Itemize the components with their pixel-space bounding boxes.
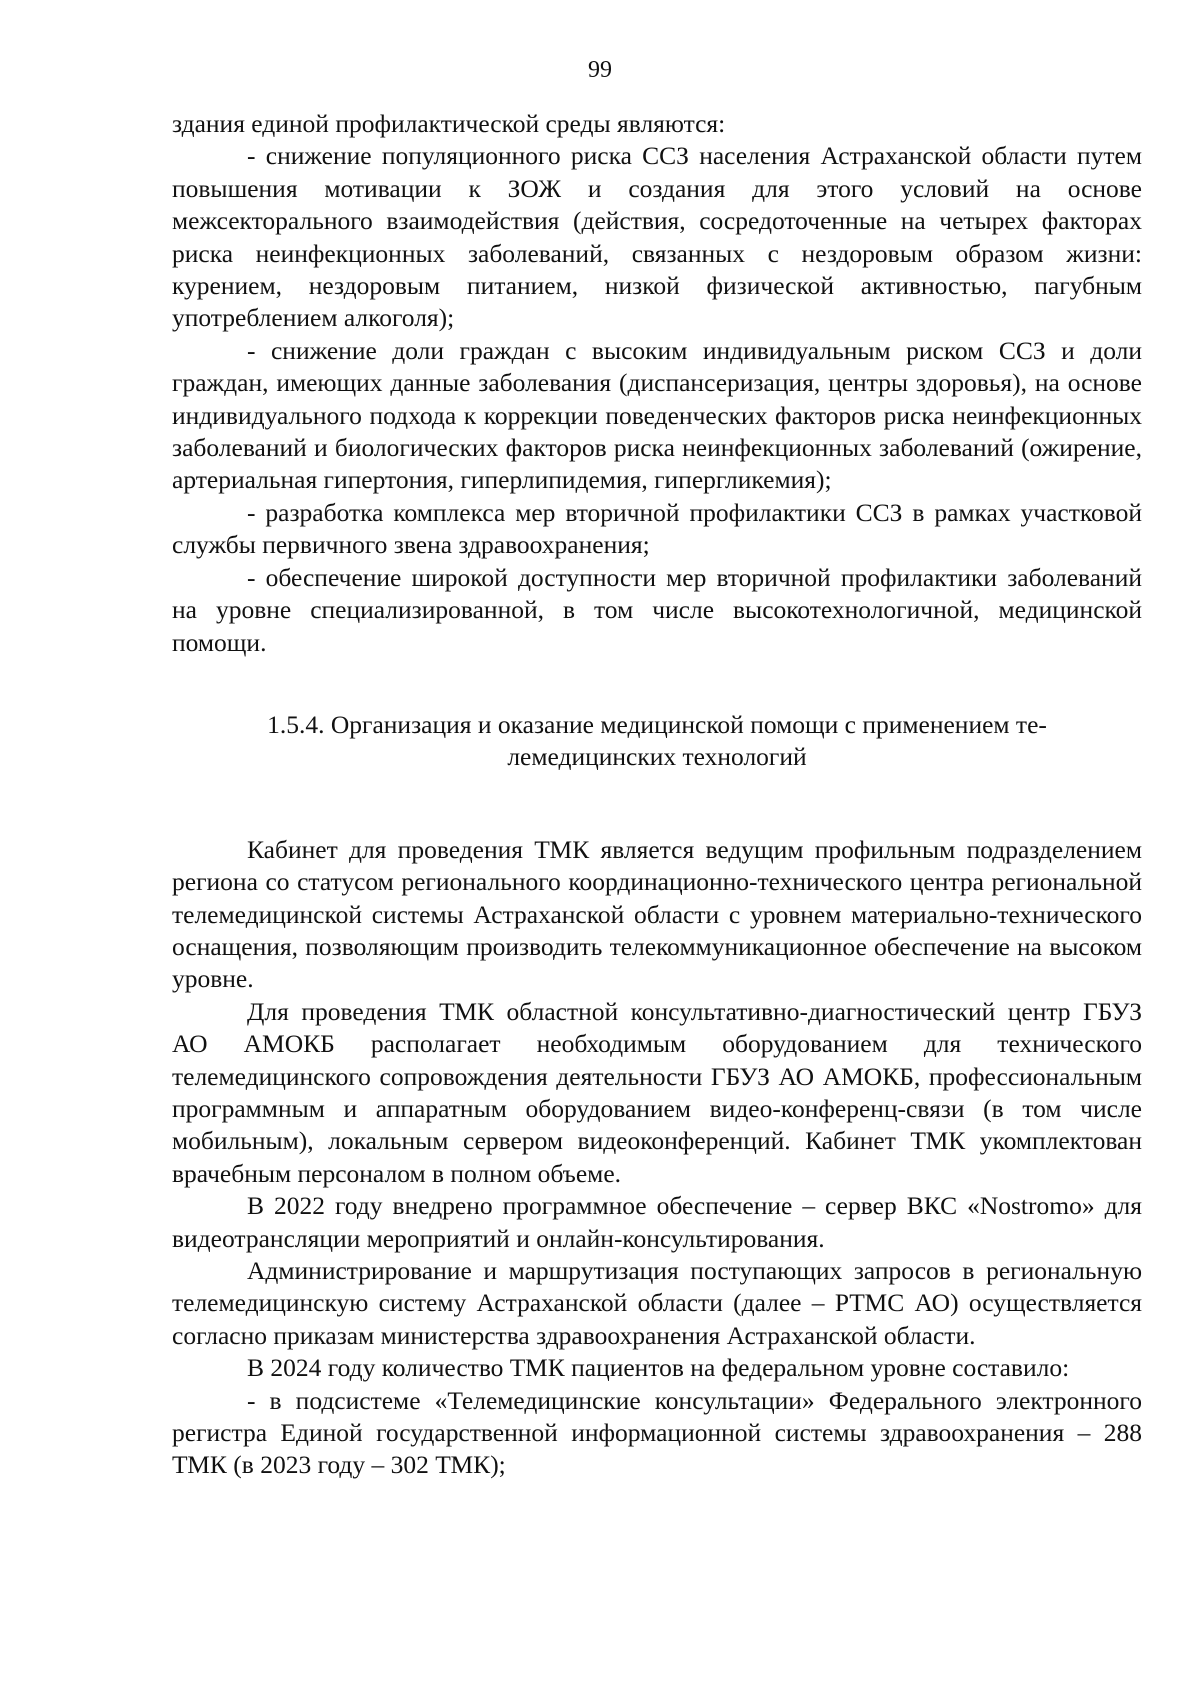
page-number: 99 <box>588 57 612 83</box>
page-body <box>172 108 1142 1482</box>
list-item-population-risk: - снижение популяционного риска ССЗ населения Астраханской области путем повышения мотивации к ЗОЖ и создания для этого условий на основе межсекторального взаимодействия (действия, сосредоточенные на четырех факторах риска неинфекционных заболеваний, связанных с нездоровым образом жизни: курением, нездоровым питанием, низкой физической активностью, пагубным употреблением алкоголя); <box>172 141 1142 333</box>
paragraph-software: В 2022 году внедрено программное обеспечение – сервер ВКС «Nostromo» для видеотрансляции мероприятий и онлайн-консультирования. <box>172 1191 1142 1253</box>
list-item-accessibility: - обеспечение широкой доступности мер вторичной профилактики заболеваний на уровне специализированной, в том числе высокотехнологичной, медицинской помощи. <box>172 562 1142 657</box>
section-heading-line-2: лемедицинских технологий <box>507 742 807 772</box>
section-heading <box>172 709 1142 774</box>
paragraph-equipment: Для проведения ТМК областной консультативно-диагностический центр ГБУЗ АО АМОКБ располагает необходимым оборудованием для технического телемедицинского сопровождения деятельности ГБУЗ АО АМОКБ, профессиональным программным и аппаратным оборудованием видео-конференц-связи (в том числе мобильным), локальным сервером видеоконференций. Кабинет ТМК укомплектован врачебным персоналом в полном объеме. <box>172 996 1142 1188</box>
paragraph-administration: Администрирование и маршрутизация поступающих запросов в региональную телемедицинскую систему Астраханской области (далее – РТМС АО) осуществляется согласно приказам министерства здравоохранения Астраханской области. <box>172 1256 1142 1350</box>
list-item-individual-risk: - снижение доли граждан с высоким индивидуальным риском ССЗ и доли граждан, имеющих данные заболевания (диспансеризация, центры здоровья), на основе индивидуального подхода к коррекции поведенческих факторов риска неинфекционных заболеваний и биологических факторов риска неинфекционных заболеваний (ожирение, артериальная гипертония, гиперлипидемия, гипергликемия); <box>172 335 1142 495</box>
list-item-subsystem: - в подсистеме «Телемедицинские консультации» Федерального электронного регистра Единой государственной информационной системы здравоохранения – 288 ТМК (в 2023 году – 302 ТМК); <box>172 1385 1142 1480</box>
section-heading-line-1: 1.5.4. Организация и оказание медицинской помощи с применением те- <box>267 709 1047 739</box>
paragraph-intro: здания единой профилактической среды являются: <box>172 109 726 138</box>
paragraph-tmk-count: В 2024 году количество ТМК пациентов на федеральном уровне составило: <box>247 1353 1070 1383</box>
paragraph-tmk-cabinet: Кабинет для проведения ТМК является ведущим профильным подразделением региона со статусом регионального координационно-технического центра региональной телемедицинской системы Астраханской области с уровнем материально-технического оснащения, позволяющим производить телекоммуникационное обеспечение на высоком уровне. <box>172 834 1142 994</box>
list-item-secondary-prevention: - разработка комплекса мер вторичной профилактики ССЗ в рамках участковой службы первичного звена здравоохранения; <box>172 497 1142 560</box>
